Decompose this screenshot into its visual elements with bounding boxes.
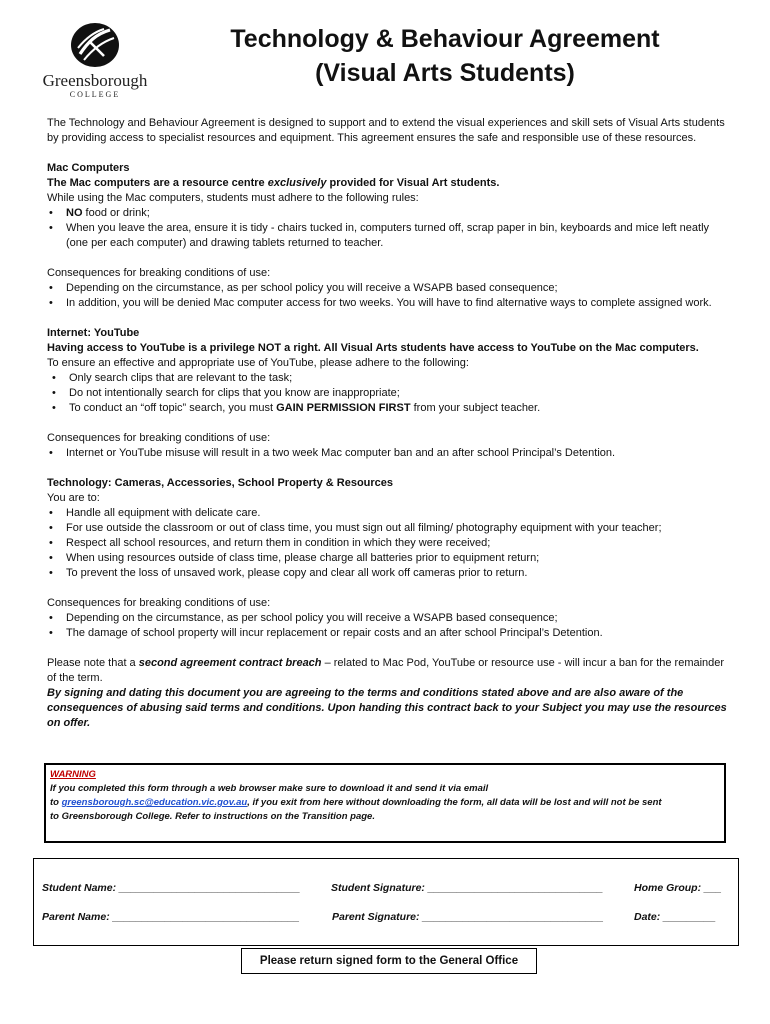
mac-computers-section <box>47 161 727 251</box>
parent-signature-row <box>42 910 732 926</box>
technology-lead: You are to: <box>47 492 100 504</box>
list-item: • When you leave the area, ensure it is tidy - chairs tucked in, computers turned off, scrap paper in bin, keyboards and mice left neatly (one per each computer) and drawing tablets returned to teacher. <box>47 221 727 251</box>
youtube-heading: Internet: YouTube <box>47 327 140 339</box>
list-item: • NO food or drink; <box>47 206 727 221</box>
mac-statement: The Mac computers are a resource centre exclusively provided for Visual Art students. <box>47 177 500 189</box>
list-item: • To conduct an “off topic” search, you must GAIN PERMISSION FIRST from your subject teacher. <box>47 401 727 416</box>
list-item: • For use outside the classroom or out of class time, you must sign out all filming/ photography equipment with your teacher; <box>47 521 727 536</box>
title-line-2: (Visual Arts Students) <box>315 59 575 87</box>
mac-consequences-section <box>47 266 727 311</box>
warning-line-2: to greensborough.sc@education.vic.gov.au, if you exit from here without downloading the form, all data will be lost and will not be sent <box>50 797 662 808</box>
intro-paragraph: The Technology and Behaviour Agreement is designed to support and to extend the visual experiences and skill sets of Visual Arts students by providing access to specialist resources and equipment. This agreement ensures the safe and responsible use of these resources. <box>47 117 725 144</box>
list-item: • The damage of school property will incur replacement or repair costs and an after school Principal’s Detention. <box>47 626 727 641</box>
signature-box <box>33 858 739 946</box>
college-logo <box>40 20 150 100</box>
logo-subtitle: COLLEGE <box>69 90 121 99</box>
list-item: • Respect all school resources, and return them in condition in which they were received; <box>47 536 727 551</box>
date-field[interactable]: Date: _________ <box>634 911 716 923</box>
student-signature-field[interactable]: Student Signature: ______________________________ <box>331 882 604 894</box>
list-item: • Internet or YouTube misuse will result in a two week Mac computer ban and an after school Principal’s Detention. <box>47 446 727 461</box>
list-item: • To prevent the loss of unsaved work, please copy and clear all work off cameras prior to return. <box>47 566 727 581</box>
consequences-lead: Consequences for breaking conditions of use: <box>47 267 271 279</box>
signing-statement: By signing and dating this document you are agreeing to the terms and conditions stated above and are also aware of the consequences of abusing said terms and conditions. Upon handing this contract back to your Subject you may use the resources on offer. <box>47 687 727 729</box>
list-item: • Depending on the circumstance, as per school policy you will receive a WSAPB based consequence; <box>47 611 727 626</box>
mac-emphasis: exclusively <box>267 177 327 189</box>
warning-label: WARNING <box>50 769 96 780</box>
list-item: • When using resources outside of class time, please charge all batteries prior to equipment return; <box>47 551 727 566</box>
consequences-lead: Consequences for breaking conditions of use: <box>47 597 271 609</box>
list-item: • Depending on the circumstance, as per school policy you will receive a WSAPB based consequence; <box>47 281 727 296</box>
page-title <box>190 22 700 90</box>
breach-note: Please note that a second agreement contract breach – related to Mac Pod, YouTube or resource use - will incur a ban for the remainder of the term. By signing and dating this document you are agreeing to the terms and conditions stated above and are also aware of the consequences of abusing said terms and conditions. Upon handing this contract back to your Subject you may use the resources on offer. <box>47 657 727 729</box>
list-item: • Only search clips that are relevant to the task; <box>47 371 727 386</box>
home-group-field[interactable]: Home Group: ___ <box>634 882 722 894</box>
consequences-lead: Consequences for breaking conditions of use: <box>47 432 271 444</box>
email-link[interactable]: greensborough.sc@education.vic.gov.au <box>61 797 248 808</box>
logo-name: Greensborough <box>42 71 148 90</box>
mac-heading: Mac Computers <box>47 162 130 174</box>
youtube-section <box>47 326 727 416</box>
title-line-1: Technology & Behaviour Agreement <box>230 25 660 53</box>
mac-rules-lead: While using the Mac computers, students must adhere to the following rules: <box>47 192 419 204</box>
warning-box <box>44 763 726 843</box>
technology-section <box>47 476 727 581</box>
agreement-body <box>47 116 727 731</box>
list-item: • Handle all equipment with delicate care. <box>47 506 727 521</box>
return-instruction: Please return signed form to the General Office <box>241 948 537 974</box>
student-signature-row <box>42 881 732 897</box>
warning-line-3: to Greensborough College. Refer to instructions on the Transition page. <box>50 811 375 822</box>
youtube-consequences-section <box>47 431 727 461</box>
student-name-field[interactable]: Student Name: _______________________________ <box>42 882 301 894</box>
document-header <box>0 0 770 110</box>
technology-heading: Technology: Cameras, Accessories, School Property & Resources <box>47 477 394 489</box>
youtube-statement: Having access to YouTube is a privilege NOT a right. All Visual Arts students have access to YouTube on the Mac computers. <box>47 342 699 354</box>
technology-consequences-section <box>47 596 727 641</box>
list-item: • Do not intentionally search for clips that you know are inappropriate; <box>47 386 727 401</box>
college-crest-icon <box>64 20 126 70</box>
warning-line-1: If you completed this form through a web browser make sure to download it and send it via email <box>50 783 489 794</box>
mac-rules-list <box>47 206 727 251</box>
parent-name-field[interactable]: Parent Name: ________________________________ <box>42 911 300 923</box>
list-item: • In addition, you will be denied Mac computer access for two weeks. You will have to find alternative ways to complete assigned work. <box>47 296 727 311</box>
parent-signature-field[interactable]: Parent Signature: _______________________________ <box>332 911 604 923</box>
youtube-lead: To ensure an effective and appropriate use of YouTube, please adhere to the following: <box>47 357 469 369</box>
